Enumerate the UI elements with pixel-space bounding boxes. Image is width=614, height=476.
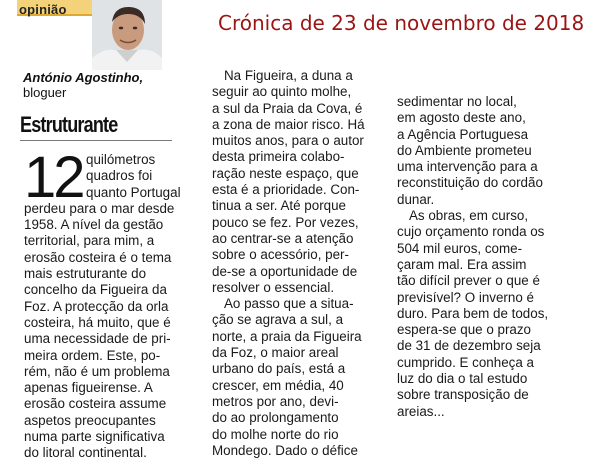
article-line: cujo orçamento ronda os bbox=[397, 224, 545, 240]
article-line: sedimentar no local, bbox=[397, 94, 517, 109]
article-line: pouco se fez. Por vezes, bbox=[212, 214, 359, 230]
article-line: tão difícil prever o que é bbox=[397, 273, 540, 289]
article-line: seguir ao quinto molhe, bbox=[212, 84, 352, 100]
article-line: Na Figueira, a duna a bbox=[224, 68, 353, 83]
article-line: sobre transposição de bbox=[397, 387, 529, 403]
article-line: desta primeira colabo- bbox=[212, 149, 345, 165]
article-line: Mondego. Dado o défice bbox=[212, 442, 358, 458]
article-line: 504 mil euros, come- bbox=[397, 240, 523, 256]
chronicle-date-title: Crónica de 23 de novembro de 2018 bbox=[218, 11, 585, 35]
article-line: çaram mal. Era assim bbox=[397, 256, 527, 272]
article-line: espera-se que o prazo bbox=[397, 322, 531, 338]
article-line: muitos anos, para o autor bbox=[212, 133, 364, 149]
article-line: ao centrar-se a atenção bbox=[212, 230, 354, 246]
article-column-3 bbox=[397, 94, 567, 420]
article-line: areias... bbox=[397, 403, 445, 419]
article-line: a Agência Portuguesa bbox=[397, 126, 529, 142]
article-line: crescer, em média, 40 bbox=[212, 377, 344, 393]
article-line: de 31 de dezembro seja bbox=[397, 338, 541, 354]
article-line: da Foz, o maior areal bbox=[212, 345, 339, 361]
article-line: em agosto deste ano, bbox=[397, 110, 526, 126]
article-line: quadros foi bbox=[86, 168, 153, 184]
author-name: António Agostinho, bbox=[23, 70, 144, 85]
article-line: apenas figueirense. A bbox=[24, 380, 153, 396]
article-line: concelho da Figueira da bbox=[24, 282, 167, 298]
article-line: quanto Portugal bbox=[86, 184, 181, 200]
article-line: rém, não é um problema bbox=[24, 363, 170, 379]
article-line: do molhe norte do rio bbox=[212, 426, 339, 442]
article-line: meira ordem. Este, po- bbox=[24, 347, 161, 363]
article-line: metros por ano, devi- bbox=[212, 393, 339, 409]
article-line: sobre o acessório, per- bbox=[212, 247, 349, 263]
article-line: do litoral continental. bbox=[24, 445, 147, 461]
article-line: costeira, há muito, que é bbox=[24, 314, 171, 330]
article-headline: Estruturante bbox=[20, 112, 118, 137]
article-column-2 bbox=[212, 68, 384, 459]
article-line: uma necessidade de pri- bbox=[24, 331, 171, 347]
article-line: aspetos preocupantes bbox=[24, 412, 156, 428]
author-portrait-icon bbox=[92, 0, 162, 70]
article-line: esta é a prioridade. Con- bbox=[212, 182, 360, 198]
article-line: norte, a praia da Figueira bbox=[212, 328, 362, 344]
article-line: 1958. A nível da gestão bbox=[24, 217, 164, 233]
article-line: erosão costeira é o tema bbox=[24, 249, 172, 265]
article-line: perdeu para o mar desde bbox=[24, 200, 175, 216]
headline-rule bbox=[20, 140, 172, 141]
article-line: resolver o essencial. bbox=[212, 279, 335, 295]
article-line: reconstituição do cordão bbox=[397, 175, 543, 191]
article-column-1 bbox=[24, 145, 194, 462]
article-line: dunar. bbox=[397, 191, 435, 207]
article-line: quilómetros bbox=[86, 152, 156, 167]
article-line: urbano do país, está a bbox=[212, 361, 346, 377]
section-label: opinião bbox=[19, 2, 67, 17]
article-line: a sul da Praia da Cova, é bbox=[212, 100, 363, 116]
article-line: ção se agrava a sul, a bbox=[212, 312, 344, 328]
article-line: cumprido. E conheça a bbox=[397, 354, 534, 370]
article-line: As obras, em curso, bbox=[409, 208, 529, 224]
drop-cap-number: 12 bbox=[24, 145, 83, 210]
article-line: numa parte significativa bbox=[24, 429, 165, 445]
article-line: a zona de maior risco. Há bbox=[212, 116, 365, 132]
article-line: previsível? O inverno é bbox=[397, 289, 534, 305]
article-line: do Ambiente prometeu bbox=[397, 142, 532, 158]
article-line: luz do dia o tal estudo bbox=[397, 371, 528, 387]
article-line: duro. Para bem de todos, bbox=[397, 305, 549, 321]
author-role: bloguer bbox=[23, 85, 67, 100]
article-line: territorial, para mim, a bbox=[24, 233, 155, 249]
article-line: ração neste espaço, que bbox=[212, 165, 359, 181]
article-line: tinua a ser. Até porque bbox=[212, 198, 347, 214]
article-line: mais estruturante do bbox=[24, 266, 147, 282]
article-line: do ao prolongamento bbox=[212, 410, 339, 426]
article-line: de-se a oportunidade de bbox=[212, 263, 358, 279]
article-line: Ao passo que a situa- bbox=[224, 296, 354, 312]
article-line: uma intervenção para a bbox=[397, 159, 538, 175]
author-photo bbox=[92, 0, 162, 70]
article-line: Foz. A protecção da orla bbox=[24, 298, 169, 314]
article-line: erosão costeira assume bbox=[24, 396, 167, 412]
